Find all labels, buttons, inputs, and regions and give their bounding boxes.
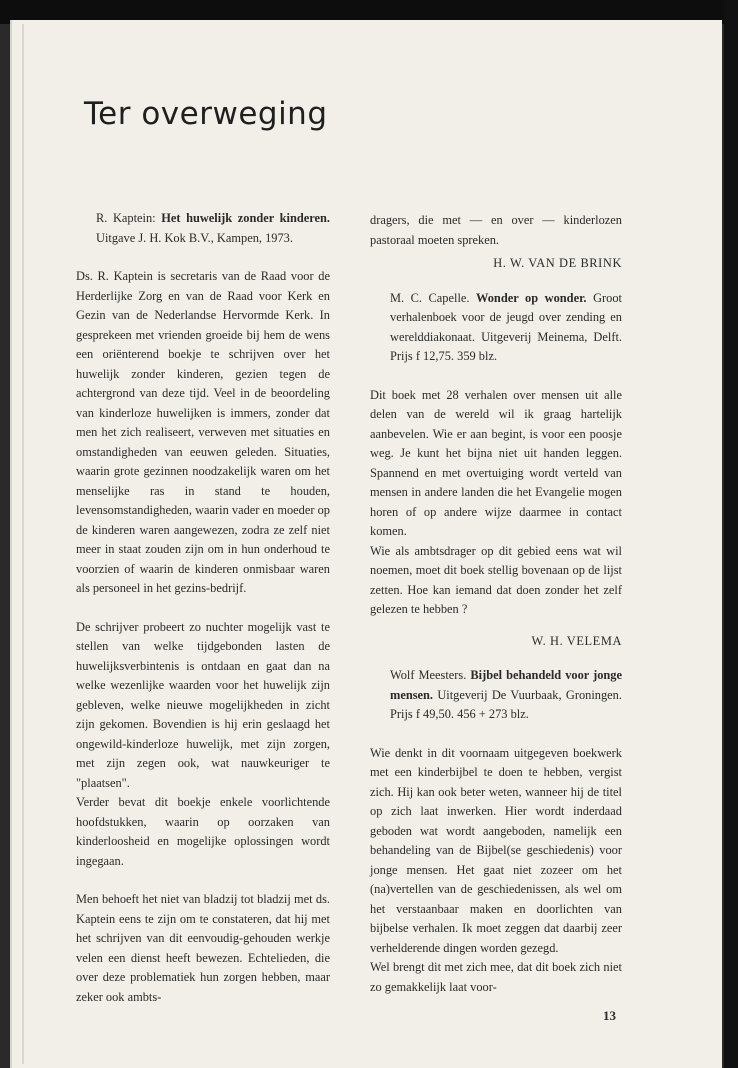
ref-author: R. Kaptein: <box>96 211 156 225</box>
scan-right-border <box>724 0 738 1068</box>
review-paragraph: dragers, die met — en over — kinderlozen pastoraal moeten spreken. <box>370 213 622 247</box>
ref-title: Het huwelijk zonder kinderen. <box>161 211 330 225</box>
reviewer-signature: W. H. VELEMA <box>531 633 622 648</box>
review-paragraph: Wel brengt dit met zich mee, dat dit boek zich niet zo gemakkelijk laat voor- <box>370 960 622 994</box>
book-reference-kaptein <box>76 209 330 248</box>
reviewer-signature: H. W. VAN DE BRINK <box>493 256 622 270</box>
review-paragraph: Ds. R. Kaptein is secretaris van de Raad voor de Herderlijke Zorg en van de Raad voor Kerk en Gezin van de Nederlandse Hervormde Kerk. In gesprekeen met vrienden groeide bij hem de wens een oriënterend boekje te schrijven over het huwelijk zonder kinderen, gezien tegen de achtergrond van deze tijd. Veel in de beoordeling van kinderloze huwelijken is immers, zonder dat men het zich realiseert, verweven met situaties en omstandigheden van eeuwen geleden. Situaties, waarin grote gezinnen noodzakelijk waren om het menselijke ras in stand te houden, levensomstandigheden, waarin vader en moeder op de kinderen waren aangewezen, zodra ze zelf niet meer in staat zouden zijn om in hun onderhoud te voorzien of waarin de kinderen onmisbaar waren als personeel in het gezins-bedrijf. <box>76 269 330 595</box>
ref-details: Uitgave J. H. Kok B.V., Kampen, 1973. <box>96 230 293 245</box>
book-reference-capelle <box>370 289 622 367</box>
book-reference-meesters <box>370 666 622 725</box>
page-spine <box>22 24 24 1064</box>
left-column <box>76 209 330 1007</box>
review-paragraph: Verder bevat dit boekje enkele voorlichtende hoofdstukken, waarin op oorzaken van kinderloosheid en mogelijke oplossingen wordt ingegaan. <box>76 795 330 868</box>
ref-title: Wonder op wonder. <box>476 290 587 305</box>
ref-details: Uitgeverij De Vuurbaak, Groningen. Prijs f 49,50. 456 + 273 blz. <box>390 687 622 721</box>
ref-author: Wolf Meesters. <box>390 668 467 682</box>
review-paragraph: Dit boek met 28 verhalen over mensen uit alle delen van de wereld wil ik graag hartelijk aanbevelen. Wie er aan begint, is voor een poosje weg. Je kunt het bijna niet uit handen leggen. Spannend en met overtuiging wordt verteld van mensen in andere landen die het Evangelie mogen horen of op andere wijze daarmee in contact komen. <box>370 387 622 538</box>
right-column <box>370 211 622 997</box>
ref-author: M. C. Capelle. <box>390 290 470 305</box>
review-paragraph: De schrijver probeert zo nuchter mogelijk vast te stellen van welke tijdgebonden lasten de huwelijksverbintenis is ontdaan en gaat dan na welke wezenlijke waarden voor het huwelijk zijn gebleven, welke nieuwe mogelijkheden in zicht zijn gekomen. Bovendien is hij erin geslaagd het ongewild-kinderloze huwelijk, met zijn zorgen, met zijn zegen ook, wat nauwkeuriger te "plaatsen". <box>76 619 330 790</box>
review-paragraph: Wie als ambtsdrager op dit gebied eens wat wil noemen, moet dit boek stellig bovenaan op de lijst zetten. Hoe kan iemand dat doen zonder het zelf gelezen te hebben ? <box>370 543 622 616</box>
review-paragraph: Wie denkt in dit voornaam uitgegeven boekwerk met een kinderbijbel te doen te hebben, vergist zich. Hij kan ook beter weten, wanneer hij de titel op zich laat inwerken. Hier wordt inderdaad geboden wat wordt aangeboden, namelijk een behandeling van de Bijbel(se geschiedenis) voor jonge mensen. Het gaat niet zozeer om het (na)vertellen van de geschiedenissen, als wel om het verstaanbaar maken en doorlichten van bijbelse verhalen. Ik moet zeggen dat daarbij zeer verhelderende dingen worden gezegd. <box>370 745 622 955</box>
ref-details: Groot verhalenboek voor de jeugd over zending en werelddiakonaat. Uitgeverij Meinema, Delft. Prijs f 12,75. 359 blz. <box>390 290 622 363</box>
ref-title: Bijbel behandeld voor jonge mensen. <box>390 668 622 702</box>
review-paragraph: Men behoeft het niet van bladzij tot bladzij met ds. Kaptein eens te zijn om te constateren, dat hij met het schrijven van dit eenvoudig-gehouden werkje velen een dienst heeft bewezen. Echtelieden, die over deze problematiek hun zorgen hebben, maar zeker ook ambts- <box>76 892 330 1004</box>
page-title: Ter overweging <box>84 96 328 132</box>
page-number: 13 <box>603 1008 616 1023</box>
